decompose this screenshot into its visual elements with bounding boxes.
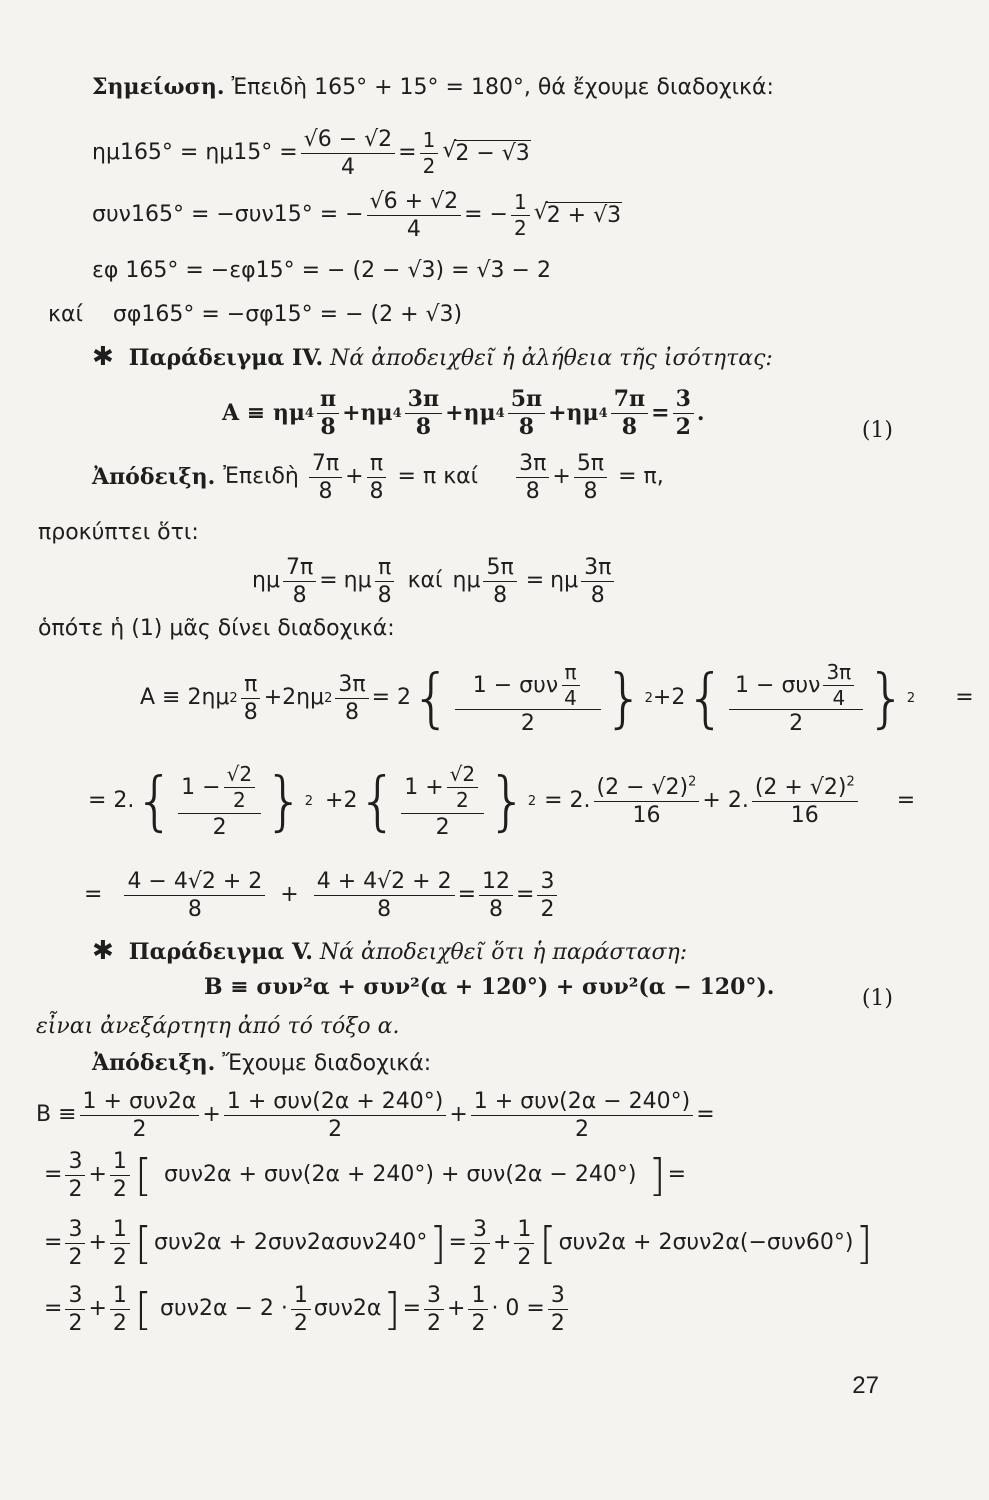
one-half — [514, 1218, 534, 1269]
plus: + — [280, 882, 299, 908]
frac-den: 8 — [621, 414, 638, 441]
frac-den: 8 — [590, 583, 605, 609]
results-line — [38, 520, 199, 546]
one-half — [110, 1150, 130, 1201]
proof-label: Ἀπόδειξη. — [92, 1050, 216, 1076]
three-halves — [424, 1284, 444, 1335]
note-sin-fraction — [301, 128, 395, 179]
frac-den: 8 — [369, 479, 384, 505]
eq-pi: = π, — [618, 464, 664, 490]
frac-num: 7π — [309, 452, 342, 478]
eq-two: = 2 — [371, 685, 412, 711]
frac-den: 2 — [789, 711, 804, 736]
b-expansion-line — [36, 1090, 715, 1141]
b-lhs: B ≡ — [36, 1102, 77, 1128]
frac-num: 5π — [508, 388, 545, 414]
note-intro: Ἐπειδὴ 165° + 15° = 180°, θά ἔχουμε διαδοχικά: — [231, 75, 774, 100]
frac-num: π — [367, 452, 386, 478]
frac-num: 3 — [424, 1284, 444, 1310]
eq-sign: = — [44, 1296, 63, 1322]
one-half — [110, 1284, 130, 1335]
proof-intro: Ἔχουμε διαδοχικά: — [222, 1051, 432, 1076]
sin: ημ — [452, 568, 481, 594]
frac-den: 8 — [518, 414, 535, 441]
plus: + — [263, 685, 283, 711]
frac-num: 7π — [611, 388, 648, 414]
star-icon: ✱ — [92, 342, 114, 372]
sin: ημ — [343, 568, 372, 594]
frac-den: 16 — [632, 803, 661, 829]
3pi-8-frac — [335, 673, 368, 724]
frac-den: 2 — [422, 154, 436, 179]
independence-text: εἶναι ἀνεξάρτητη ἀπό τό τόξο α. — [36, 1014, 400, 1039]
frac-den: 8 — [493, 583, 508, 609]
frac-num: 1 — [468, 1284, 488, 1310]
equation-number: (1) — [861, 986, 893, 1011]
eq-sign: = — [84, 882, 103, 908]
frac-num: 3 — [673, 388, 694, 414]
sin: ημ — [252, 568, 280, 594]
frac-den: 8 — [292, 583, 307, 609]
example5-heading — [92, 936, 687, 967]
frac-den: 8 — [318, 479, 333, 505]
frac-den: 2 — [517, 1245, 532, 1271]
results-text: προκύπτει ὅτι: — [38, 520, 199, 545]
two: 2 — [671, 685, 686, 711]
two-sin: 2ημ — [282, 685, 325, 711]
example4-equation: A ≡ ημ 4 $\frac{\pi}{8}$ + ημ 4 $\frac{3\pi}{8}$ + ημ 4 $\frac{5\pi}{8}$ + ημ 4 $\frac{7\pi}{8}$ = $\frac{3}{2}$ . — [222, 386, 705, 441]
and-word: καί — [407, 568, 443, 594]
frac-num: 1 + συν(2α − 240°) — [471, 1090, 693, 1116]
eq-sign: = — [696, 1102, 715, 1128]
root2-half — [447, 764, 478, 811]
plus: + — [325, 788, 344, 814]
pi-8-frac — [367, 452, 387, 503]
frac-den: 8 — [525, 479, 540, 505]
squared-term: (2 + √2) — [754, 774, 847, 800]
plus: + — [88, 1296, 107, 1322]
frac-num: √6 − √2 — [301, 128, 395, 154]
b-final-line: = $\frac{3}{2}$ + $\frac{1}{2}$ [ συν2α − 2 · $\frac{1}{2}$ συν2α ] = $\frac{3}{2}$ + $\frac{1}{2}$ · 0 = $\frac{3}{2}$ — [44, 1284, 571, 1335]
and-word: καί — [48, 302, 83, 327]
frac-num: 1 — [110, 1218, 130, 1244]
example5-equation — [204, 974, 774, 1000]
eq-sign: = — [402, 1296, 421, 1322]
frac-num: 3 — [65, 1218, 85, 1244]
exp2: 2 — [688, 774, 697, 790]
frac-den: 2 — [513, 216, 527, 241]
frac-den: 2 — [675, 414, 691, 441]
frac-num: 5π — [483, 556, 516, 582]
frac-den: 2 — [112, 1177, 127, 1203]
root2-half — [224, 764, 255, 811]
final-frac-b — [314, 870, 455, 921]
example4-proof-line — [92, 452, 664, 503]
frac-1 — [80, 1090, 200, 1141]
pi-8-frac — [317, 388, 339, 439]
one-plus: 1 + — [404, 774, 444, 800]
brace-group: { 1 − $\frac{√2}{2}$ 2 } 2 — [134, 762, 314, 840]
eq-two-dot: = 2. — [544, 788, 591, 814]
frac-num: 3 — [537, 870, 557, 896]
3pi-8-frac — [405, 388, 442, 439]
a-expansion-line: A ≡ 2ημ 2 $\frac{\pi}{8}$ + 2ημ 2 $\frac{3\pi}{8}$ = 2 { 1 − συν $\frac{\pi}{4}$ 2 } 2 + 2 { 1 − συν $\frac{3\pi}{4}$ 2 } 2 = — [140, 660, 974, 736]
frac-num: 3π — [581, 556, 614, 582]
dot: . — [696, 400, 705, 427]
plus: + — [445, 400, 464, 427]
frac-num: 1 — [110, 1150, 130, 1176]
frac-num: π — [375, 556, 394, 582]
radicand: 2 + √3 — [546, 202, 622, 228]
a-substitution-line — [88, 764, 915, 839]
frac-den: 2 — [112, 1311, 127, 1337]
frac-den: 2 — [293, 1311, 308, 1337]
frac-den: 8 — [377, 583, 392, 609]
one-half — [110, 1218, 130, 1269]
frac-num: 3π — [823, 662, 854, 686]
eq-sign: = — [667, 1162, 687, 1188]
7pi-8-frac — [309, 452, 342, 503]
final-frac-a — [124, 870, 265, 921]
plus: + — [342, 400, 361, 427]
example5-proof-line — [92, 1050, 431, 1077]
note-cos-lhs: συν165° = −συν15° = − — [92, 202, 364, 228]
frac-num: 4 + 4√2 + 2 — [314, 870, 455, 896]
eq-sign: = — [398, 140, 417, 166]
example4-title: Νά ἀποδειχθεῖ ἡ ἀλήθεια τῆς ἰσότητας: — [330, 346, 773, 371]
frac-den: 2 — [132, 1117, 147, 1143]
frac-num: 3π — [335, 673, 368, 699]
three-halves — [537, 870, 557, 921]
5pi-8-frac — [483, 556, 516, 607]
frac-num: √2 — [447, 764, 478, 788]
frac-den: 2 — [435, 815, 450, 840]
frac-den: 8 — [320, 414, 336, 441]
bracket-content: συν2α − 2 · — [160, 1296, 288, 1322]
eq-sign: = — [457, 882, 477, 908]
frac-num: 4 − 4√2 + 2 — [124, 870, 265, 896]
three-halves — [65, 1218, 85, 1269]
3pi-8-frac — [581, 556, 614, 607]
frac-num: √6 + √2 — [367, 190, 461, 216]
frac-num: 1 + συν2α — [80, 1090, 200, 1116]
thus-text: ὁπότε ἡ (1) μᾶς δίνει διαδοχικά: — [38, 616, 395, 641]
note-cot-line — [48, 302, 462, 328]
7pi-8-frac — [611, 388, 648, 439]
two: 2 — [343, 788, 358, 814]
frac-den: 2 — [68, 1311, 83, 1337]
plus: + — [552, 464, 571, 490]
frac-den: 2 — [232, 788, 246, 812]
frac-den: 8 — [243, 700, 258, 726]
brace-group: { 1 − συν $\frac{3\pi}{4}$ 2 } 2 — [685, 660, 916, 736]
5pi-8-frac — [508, 388, 545, 439]
pi-8-frac — [241, 673, 261, 724]
frac-num: 3 — [548, 1284, 568, 1310]
sin: ημ — [550, 568, 579, 594]
half-angle-frac — [729, 662, 863, 735]
eq-sign: = — [955, 685, 974, 711]
one-minus-cos: 1 − συν — [735, 672, 821, 698]
frac-num: √2 — [224, 764, 255, 788]
sqrt — [534, 202, 622, 229]
frac-den: 2 — [212, 815, 227, 840]
frac-num: 1 — [420, 130, 439, 154]
one-half — [468, 1284, 488, 1335]
independence-line — [36, 1014, 400, 1040]
frac-num: π — [317, 388, 339, 414]
note-intro-line — [92, 74, 774, 101]
a-lhs: A ≡ 2ημ — [140, 685, 230, 711]
sin-identities-line — [252, 556, 617, 607]
frac-den: 2 — [575, 1117, 589, 1143]
eq-sign: = — [44, 1230, 63, 1256]
plus: + — [449, 1102, 468, 1128]
frac-den: 2 — [540, 897, 555, 923]
one-minus: 1 − — [181, 774, 221, 800]
frac-den: 2 — [520, 711, 535, 736]
note-sin-line — [92, 128, 531, 179]
three-halves — [673, 388, 694, 439]
note-tan-eq: εφ 165° = −εφ15° = − (2 − √3) = √3 − 2 — [92, 258, 551, 283]
frac-num: 1 — [291, 1284, 311, 1310]
exp2: 2 — [846, 774, 855, 790]
eq-sign: = — [516, 882, 535, 908]
eq-sign: = — [44, 1162, 63, 1188]
frac-num: 1 — [511, 192, 530, 216]
three-halves — [65, 1284, 85, 1335]
half-fraction — [511, 192, 530, 239]
star-icon: ✱ — [92, 936, 114, 966]
3pi-4-frac: $\frac{3\pi}{4}$ — [823, 662, 854, 709]
3pi-8-frac — [516, 452, 549, 503]
plus: + — [548, 400, 567, 427]
sq-frac-b — [752, 776, 858, 827]
note-label: Σημείωση. — [92, 74, 225, 100]
brace-group: { 1 + $\frac{√2}{2}$ 2 } 2 — [357, 762, 537, 840]
frac-den: 2 — [112, 1245, 127, 1271]
frac-den: 2 — [68, 1245, 83, 1271]
eq-sign: = — [651, 400, 670, 427]
frac-den: 2 — [328, 1117, 343, 1143]
bracket-content: συν2α + 2συν2α(−συν60°) — [558, 1230, 854, 1256]
frac-den: 2 — [456, 788, 469, 812]
frac-den: 2 — [550, 1311, 565, 1337]
a-final-line — [84, 870, 560, 921]
sqrt — [442, 140, 530, 167]
note-tan-line — [92, 258, 551, 284]
frac-num: π — [562, 662, 580, 686]
brace-group: { 1 − συν $\frac{\pi}{4}$ 2 } 2 — [411, 660, 653, 736]
frac-den: 2 — [472, 1245, 487, 1271]
bracket-content: συν2α + 2συν2ασυν240° — [154, 1230, 428, 1256]
frac-den: 2 — [427, 1311, 441, 1337]
three-halves — [65, 1150, 85, 1201]
frac-num: 3π — [516, 452, 549, 478]
plus: + — [88, 1162, 107, 1188]
page-number: 27 — [852, 1372, 879, 1399]
frac-den: 8 — [583, 479, 598, 505]
frac-den: 8 — [344, 700, 359, 726]
eq-sign: = — [319, 568, 338, 594]
frac-num: 3 — [65, 1150, 85, 1176]
frac-num: 1 — [110, 1284, 130, 1310]
plus: + — [492, 1230, 512, 1256]
frac-3 — [471, 1090, 693, 1141]
frac-num: 3 — [470, 1218, 490, 1244]
pi-4-frac: $\frac{\pi}{4}$ — [561, 662, 580, 709]
frac-num: π — [241, 673, 260, 699]
frac-den: 8 — [187, 897, 202, 923]
eq-sign: = — [896, 788, 916, 814]
since-word: Ἐπειδὴ — [223, 464, 299, 490]
note-cot-eq: σφ165° = −σφ15° = − (2 + √3) — [112, 302, 463, 327]
frac-num: 7π — [283, 556, 316, 582]
example5-title: Νά ἀποδειχθεῖ ὅτι ἡ παράσταση: — [319, 940, 688, 965]
7pi-8-frac — [283, 556, 316, 607]
half-fraction — [420, 130, 439, 177]
plus-two-dot: + 2. — [702, 788, 749, 814]
example5-label: Παράδειγμα V. — [128, 939, 313, 965]
bracket-content: συν2α — [313, 1296, 382, 1322]
example4-heading — [92, 342, 773, 373]
twelve-eighths — [479, 870, 513, 921]
note-cos-fraction — [367, 190, 461, 241]
frac-den: 8 — [489, 897, 504, 923]
b-step2-line: = $\frac{3}{2}$ + $\frac{1}{2}$ [ συν2α + 2συν2ασυν240° ] = $\frac{3}{2}$ + $\frac{1}{2}$ [ συν2α + 2συν2α(−συν60°) ] — [44, 1217, 873, 1271]
plus: + — [202, 1102, 221, 1128]
plus: + — [345, 464, 364, 490]
example4-label: Παράδειγμα IV. — [128, 345, 324, 371]
plus: + — [88, 1230, 107, 1256]
frac-den: 2 — [471, 1311, 486, 1337]
outer-frac — [401, 764, 484, 839]
outer-frac — [178, 764, 261, 839]
one-half — [291, 1284, 311, 1335]
three-halves — [470, 1218, 490, 1269]
one-minus-cos: 1 − συν — [472, 672, 559, 698]
frac-num: 1 + συν(2α + 240°) — [224, 1090, 446, 1116]
frac-den: 8 — [377, 897, 392, 923]
a-lhs: A ≡ ημ — [222, 400, 305, 427]
note-sin-lhs: ημ165° = ημ15° = — [92, 140, 298, 166]
eq-sign: = − — [464, 202, 508, 228]
proof-label: Ἀπόδειξη. — [92, 464, 216, 491]
frac-num: 3 — [65, 1284, 85, 1310]
frac-den: 8 — [415, 414, 432, 441]
frac-den: 4 — [406, 217, 421, 243]
pi-8-frac — [375, 556, 395, 607]
radicand: 2 − √3 — [455, 140, 530, 166]
b-step1-line: = $\frac{3}{2}$ + $\frac{1}{2}$ [ συν2α + συν(2α + 240°) + συν(2α − 240°) ] = — [44, 1149, 687, 1203]
squared-term: (2 − √2) — [596, 774, 689, 800]
frac-den: 4 — [340, 155, 355, 181]
plus: + — [447, 1296, 466, 1322]
note-cos-line — [92, 190, 622, 241]
thus-line — [38, 616, 395, 642]
three-halves — [548, 1284, 568, 1335]
sq-frac-a — [594, 776, 700, 827]
bracket-content: συν2α + συν(2α + 240°) + συν(2α − 240°) — [164, 1162, 637, 1188]
5pi-8-frac — [574, 452, 607, 503]
frac-num: 5π — [574, 452, 607, 478]
frac-num: 1 — [514, 1218, 534, 1244]
eq-sign: = — [448, 1230, 467, 1256]
frac-den: 16 — [790, 803, 819, 829]
eq-sign: = — [525, 568, 545, 594]
half-angle-frac — [455, 662, 601, 735]
frac-num: 12 — [479, 870, 513, 896]
eq-two-dot: = 2. — [88, 788, 135, 814]
plus: + — [652, 685, 672, 711]
equation-number: (1) — [861, 418, 893, 443]
frac-num: 3π — [405, 388, 442, 414]
eq-pi-and: = π καί — [397, 464, 479, 490]
frac-den: 2 — [68, 1177, 83, 1203]
frac-2 — [224, 1090, 446, 1141]
b-definition: B ≡ συν²α + συν²(α + 120°) + συν²(α − 120°). — [204, 974, 775, 1000]
times-zero: · 0 = — [491, 1296, 545, 1322]
